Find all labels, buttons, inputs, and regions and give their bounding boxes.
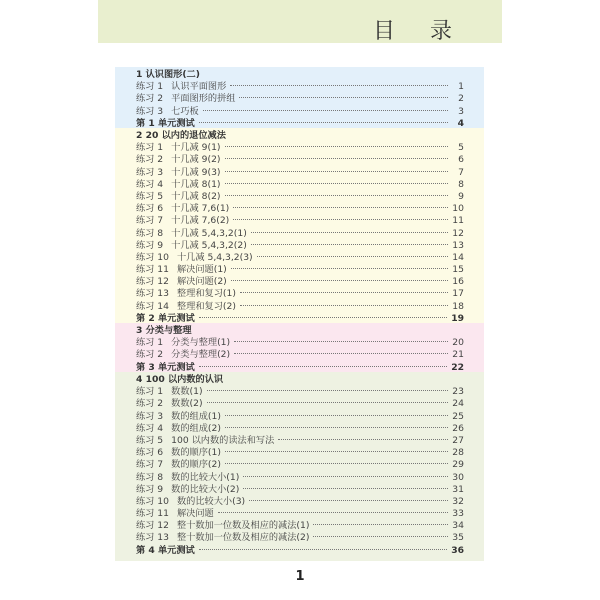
exercise-label: 练习 11 [136,264,169,276]
entry-title: 第 2 单元测试 [136,312,195,324]
entry-label [136,484,239,496]
toc-entry[interactable] [115,179,484,191]
dot-leader [225,158,449,159]
section-heading: 4 100 以内数的认识 [136,374,224,385]
entry-label [136,447,221,459]
exercise-label: 练习 6 [136,447,164,459]
dot-leader [243,488,448,489]
entry-label [136,93,235,105]
exercise-label: 练习 7 [136,459,164,471]
dot-leader [243,476,448,477]
dot-leader [199,122,448,123]
exercise-label: 练习 13 [136,532,169,544]
toc-entry[interactable] [115,520,484,532]
toc-section-2 [115,128,484,323]
entry-title: 数的组成(1) [171,410,221,422]
entry-title: 数的顺序(2) [171,459,221,471]
entry-label [136,264,227,276]
exercise-label: 练习 4 [136,178,164,190]
dot-leader [249,500,448,501]
entry-label [136,496,245,508]
toc-entry[interactable] [115,398,484,410]
dot-leader [313,524,448,525]
toc-entry[interactable] [115,252,484,264]
toc-entry[interactable] [115,459,484,471]
toc-entry[interactable] [115,496,484,508]
entry-title: 十几减 8(1) [171,178,221,190]
page-ref: 3 [458,105,464,117]
page-ref: 31 [452,483,464,495]
page-ref: 34 [452,520,464,532]
dot-leader [231,280,448,281]
page-ref: 22 [451,361,464,373]
entry-title: 整理和复习(2) [177,300,236,312]
entry-title: 数的顺序(1) [171,447,221,459]
entry-title: 100 以内数的读法和写法 [171,434,275,446]
page-ref: 21 [452,349,464,361]
dot-leader [240,292,448,293]
dot-leader [199,549,447,550]
exercise-label: 练习 12 [136,520,169,532]
entry-label [136,411,221,423]
exercise-label: 练习 5 [136,190,164,202]
page-ref: 12 [452,227,464,239]
exercise-label: 练习 2 [136,398,164,410]
page-ref: 6 [458,154,464,166]
dot-leader [218,512,448,513]
toc-entry[interactable] [115,276,484,288]
page-ref: 1 [458,81,464,93]
toc-entry[interactable] [115,301,484,313]
exercise-label: 练习 1 [136,337,164,349]
dot-leader [225,195,449,196]
exercise-label: 练习 2 [136,154,164,166]
entry-label [136,288,236,300]
dot-leader [313,536,448,537]
toc-entry[interactable] [115,447,484,459]
exercise-label: 练习 14 [136,300,169,312]
entry-label [136,386,203,398]
dot-leader [251,232,448,233]
entry-label [136,106,199,118]
dot-leader [234,353,448,354]
entry-title: 分类与整理(2) [171,349,231,361]
unit-test-entry[interactable] [115,545,484,557]
entry-title: 数的比较大小(3) [177,495,246,507]
dot-leader [225,451,448,452]
exercise-label: 练习 2 [136,349,164,361]
entry-title: 解决问题 [177,508,214,520]
exercise-label: 练习 9 [136,483,164,495]
entry-label [136,301,236,313]
entry-title: 数数(1) [171,386,203,398]
page-ref: 9 [458,190,464,202]
page-ref: 17 [452,288,464,300]
entry-title: 数数(2) [171,398,203,410]
entry-label [136,337,230,349]
exercise-label: 练习 2 [136,93,164,105]
dot-leader [233,207,448,208]
toc-entry[interactable] [115,93,484,105]
toc-entry[interactable] [115,337,484,349]
toc-entry[interactable] [115,81,484,93]
toc-entry[interactable] [115,154,484,166]
entry-title: 十几减 7,6(1) [171,203,230,215]
dot-leader [234,341,448,342]
entry-title: 十几减 7,6(2) [171,215,230,227]
table-of-contents [115,67,484,561]
entry-title: 十几减 8(2) [171,190,221,202]
entry-title: 十几减 9(1) [171,142,221,154]
page-ref: 7 [458,166,464,178]
exercise-label: 练习 8 [136,471,164,483]
entry-title: 七巧板 [171,105,199,117]
entry-title: 分类与整理(1) [171,337,231,349]
dot-leader [225,183,449,184]
dot-leader [225,171,449,172]
entry-title: 第 3 单元测试 [136,361,195,373]
entry-label [136,252,253,264]
dot-leader [225,415,448,416]
toc-entry[interactable] [115,142,484,154]
toc-entry[interactable] [115,191,484,203]
exercise-label: 练习 7 [136,215,164,227]
dot-leader [239,97,448,98]
page-ref: 15 [452,264,464,276]
toc-entry[interactable] [115,386,484,398]
exercise-label: 练习 5 [136,434,164,446]
toc-entry[interactable] [115,288,484,300]
exercise-label: 练习 8 [136,227,164,239]
toc-entry[interactable] [115,264,484,276]
dot-leader [225,463,448,464]
toc-entry[interactable] [115,240,484,252]
entry-label [136,508,214,520]
entry-label [136,520,309,532]
exercise-label: 练习 1 [136,142,164,154]
exercise-label: 练习 10 [136,495,169,507]
entry-label [136,215,229,227]
exercise-label: 练习 6 [136,203,164,215]
toc-entry[interactable] [115,472,484,484]
entry-title: 整十数加一位数及相应的减法(1) [177,520,310,532]
entry-label [136,349,230,361]
dot-leader [225,427,448,428]
entry-label [136,362,195,374]
page-ref: 4 [457,117,464,129]
entry-label [136,459,221,471]
entry-label [136,423,221,435]
page-ref: 36 [451,544,464,556]
page-ref: 2 [458,93,464,105]
entry-label [136,228,247,240]
dot-leader [225,146,449,147]
dot-leader [230,85,448,86]
toc-entry[interactable] [115,484,484,496]
entry-title: 十几减 5,4,3,2(3) [177,251,253,263]
toc-section-3 [115,323,484,372]
page-ref: 26 [452,422,464,434]
entry-label [136,435,274,447]
entry-title: 十几减 9(3) [171,166,221,178]
entry-label [136,545,195,557]
entry-title: 数的比较大小(1) [171,471,240,483]
toc-entry[interactable] [115,215,484,227]
page-ref: 10 [452,203,464,215]
page-ref: 13 [452,239,464,251]
page-title: 目 录 [373,19,466,44]
toc-entry[interactable] [115,532,484,544]
entry-label [136,167,221,179]
entry-label [136,142,221,154]
page-ref: 25 [452,410,464,422]
header-band [98,0,502,43]
entry-title: 平面图形的拼组 [171,93,236,105]
toc-entry[interactable] [115,349,484,361]
dot-leader [278,439,448,440]
toc-entry[interactable] [115,106,484,118]
exercise-label: 练习 12 [136,276,169,288]
exercise-label: 练习 4 [136,422,164,434]
entry-title: 十几减 5,4,3,2(1) [171,227,247,239]
entry-title: 第 1 单元测试 [136,117,195,129]
page-ref: 32 [452,495,464,507]
entry-label [136,179,221,191]
entry-label [136,191,221,203]
entry-label [136,118,195,130]
entry-title: 整理和复习(1) [177,288,236,300]
toc-section-4 [115,372,484,561]
toc-entry[interactable] [115,435,484,447]
toc-entry[interactable] [115,411,484,423]
entry-title: 十几减 9(2) [171,154,221,166]
toc-entry[interactable] [115,423,484,435]
page-ref: 29 [452,459,464,471]
page-ref: 35 [452,532,464,544]
section-heading: 2 20 以内的退位减法 [136,130,226,141]
page-ref: 18 [452,300,464,312]
dot-leader [240,305,448,306]
entry-title: 数的组成(2) [171,422,221,434]
entry-label [136,154,221,166]
page-number: 1 [295,569,305,584]
exercise-label: 练习 10 [136,251,169,263]
entry-title: 解决问题(2) [177,276,227,288]
page-ref: 30 [452,471,464,483]
entry-title: 数的比较大小(2) [171,483,240,495]
toc-section-1 [115,67,484,128]
toc-entry[interactable] [115,203,484,215]
entry-label [136,240,247,252]
dot-leader [203,110,448,111]
page-ref: 16 [452,276,464,288]
dot-leader [207,402,448,403]
page-ref: 33 [452,508,464,520]
entry-label [136,472,239,484]
dot-leader [257,256,448,257]
entry-label [136,203,229,215]
toc-entry[interactable] [115,167,484,179]
entry-title: 整十数加一位数及相应的减法(2) [177,532,310,544]
entry-label [136,81,226,93]
page-ref: 5 [458,142,464,154]
entry-label [136,532,309,544]
entry-label [136,398,203,410]
dot-leader [231,268,448,269]
exercise-label: 练习 3 [136,410,164,422]
dot-leader [199,366,447,367]
exercise-label: 练习 13 [136,288,169,300]
page-ref: 23 [452,386,464,398]
dot-leader [207,390,448,391]
page-ref: 11 [452,215,464,227]
section-heading: 1 认识图形(二) [136,69,200,80]
page-ref: 20 [452,337,464,349]
exercise-label: 练习 1 [136,386,164,398]
page-ref: 24 [452,398,464,410]
toc-entry[interactable] [115,228,484,240]
page-ref: 19 [451,312,464,324]
dot-leader [251,244,448,245]
dot-leader [233,219,448,220]
exercise-label: 练习 3 [136,166,164,178]
toc-entry[interactable] [115,508,484,520]
section-heading: 3 分类与整理 [136,325,192,336]
exercise-label: 练习 11 [136,508,169,520]
page-ref: 14 [452,251,464,263]
entry-title: 解决问题(1) [177,264,227,276]
entry-label [136,276,227,288]
entry-title: 十几减 5,4,3,2(2) [171,239,247,251]
exercise-label: 练习 1 [136,81,164,93]
exercise-label: 练习 3 [136,105,164,117]
dot-leader [199,317,447,318]
entry-label [136,313,195,325]
page-ref: 8 [458,178,464,190]
entry-title: 第 4 单元测试 [136,544,195,556]
exercise-label: 练习 9 [136,239,164,251]
page-ref: 27 [452,434,464,446]
page-ref: 28 [452,447,464,459]
entry-title: 认识平面图形 [171,81,227,93]
